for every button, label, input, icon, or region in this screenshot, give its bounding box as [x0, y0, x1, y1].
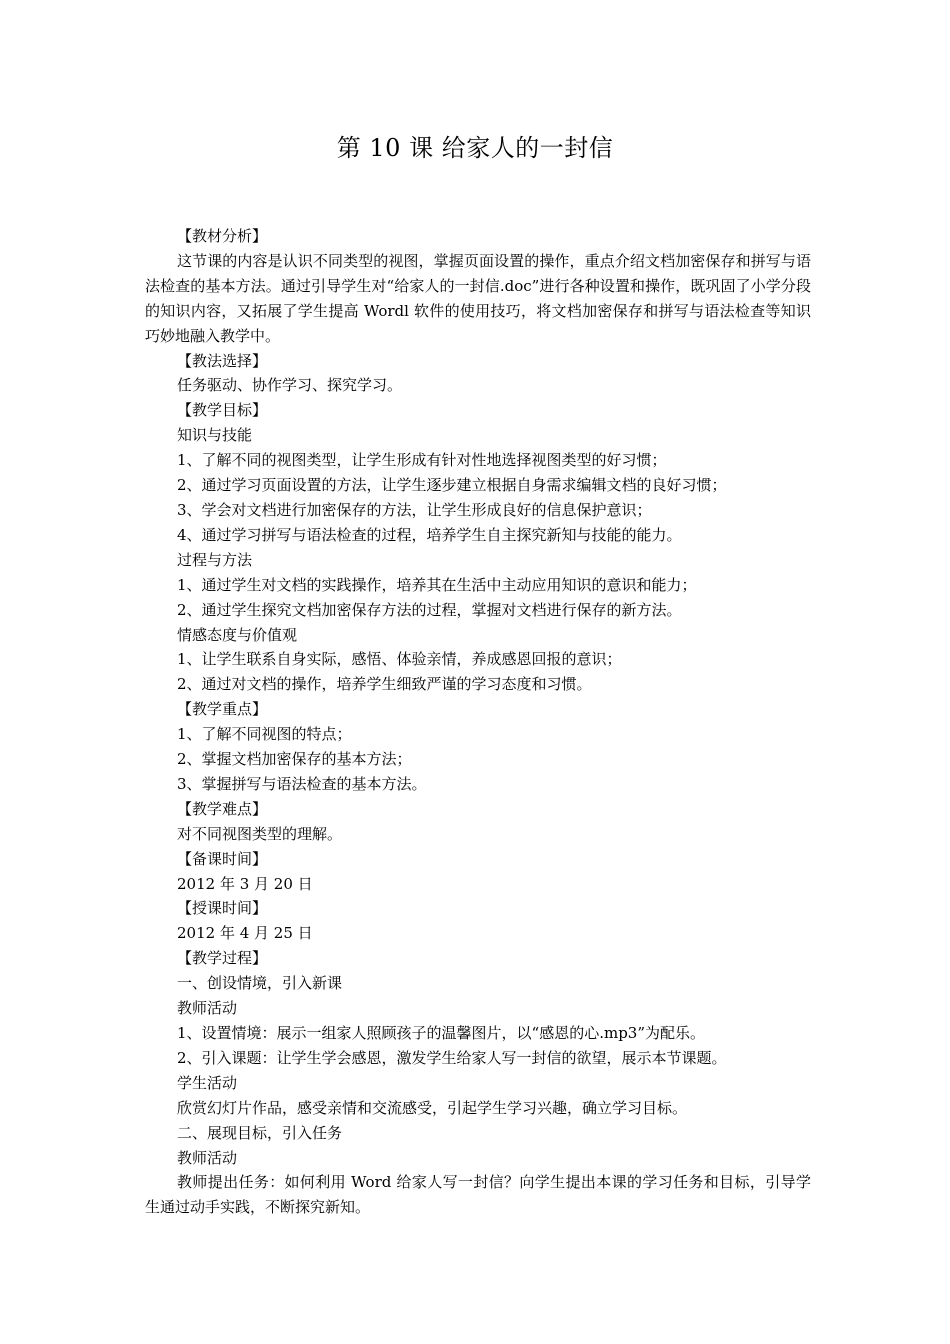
document-paragraph: 【教学重点】 [177, 700, 268, 719]
document-paragraph: 1、设置情境：展示一组家人照顾孩子的温馨图片，以“感恩的心.mp3”为配乐。 [177, 1024, 706, 1042]
document-paragraph: 【授课时间】 [177, 899, 268, 918]
document-paragraph: 1、了解不同视图的特点； [177, 725, 352, 744]
document-paragraph: 4、通过学习拼写与语法检查的过程，培养学生自主探究新知与技能的能力。 [177, 525, 682, 544]
document-paragraph: 2、通过学生探究文档加密保存方法的过程，掌握对文档进行保存的新方法。 [177, 600, 682, 619]
document-paragraph: 【教学难点】 [177, 799, 268, 818]
document-paragraph: 3、学会对文档进行加密保存的方法，让学生形成良好的信息保护意识； [177, 500, 652, 519]
document-paragraph: 教师活动 [177, 1148, 238, 1167]
document-paragraph: 2012 年 3 月 20 日 [177, 874, 313, 893]
document-paragraph: 3、掌握拼写与语法检查的基本方法。 [177, 774, 427, 793]
document-paragraph: 过程与方法 [177, 550, 253, 569]
document-paragraph: 2、通过学习页面设置的方法，让学生逐步建立根据自身需求编辑文档的良好习惯； [177, 476, 727, 495]
document-paragraph: 任务驱动、协作学习、探究学习。 [177, 376, 403, 395]
document-paragraph: 欣赏幻灯片作品，感受亲情和交流感受，引起学生学习兴趣，确立学习目标。 [177, 1098, 688, 1117]
document-paragraph: 【教学目标】 [177, 401, 268, 420]
document-paragraph: 2、通过对文档的操作，培养学生细致严谨的学习态度和习惯。 [177, 675, 592, 694]
document-paragraph: 知识与技能 [177, 426, 253, 445]
document-paragraph: 【教学过程】 [177, 949, 268, 968]
document-paragraph: 【教法选择】 [177, 351, 268, 370]
document-paragraph: 教师活动 [177, 999, 238, 1018]
document-paragraph: 2012 年 4 月 25 日 [177, 924, 313, 943]
document-paragraph: 二、展现目标，引入任务 [177, 1123, 343, 1142]
document-paragraph: 教师提出任务：如何利用 Word 给家人写一封信？向学生提出本课的学习任务和目标，引导学生通过动手实践，不断探究新知。 [145, 1173, 811, 1217]
document-body [145, 224, 811, 1220]
document-paragraph: 这节课的内容是认识不同类型的视图，掌握页面设置的操作，重点介绍文档加密保存和拼写与语法检查的基本方法。通过引导学生对“给家人的一封信.doc”进行各种设置和操作，既巩固了小学分段的知识内容，又拓展了学生提高 Wordl 软件的使用技巧，将文档加密保存和拼写与语法检查等知识巧妙地融入教学中。 [145, 251, 811, 345]
document-title: 第 10 课 给家人的一封信 [336, 134, 614, 162]
document-paragraph: 1、通过学生对文档的实践操作，培养其在生活中主动应用知识的意识和能力； [177, 575, 697, 594]
document-paragraph: 一、创设情境，引入新课 [177, 974, 343, 993]
document-paragraph: 学生活动 [177, 1073, 238, 1092]
document-paragraph: 2、引入课题：让学生学会感恩，激发学生给家人写一封信的欲望，展示本节课题。 [177, 1048, 727, 1067]
document-paragraph: 情感态度与价值观 [177, 625, 298, 644]
document-paragraph: 1、了解不同的视图类型，让学生形成有针对性地选择视图类型的好习惯； [177, 451, 667, 470]
document-paragraph: 对不同视图类型的理解。 [177, 824, 343, 843]
document-paragraph: 1、让学生联系自身实际，感悟、体验亲情，养成感恩回报的意识； [177, 650, 622, 669]
document-paragraph: 【备课时间】 [177, 849, 268, 868]
document-paragraph: 2、掌握文档加密保存的基本方法； [177, 750, 412, 769]
document-paragraph: 【教材分析】 [177, 227, 268, 245]
